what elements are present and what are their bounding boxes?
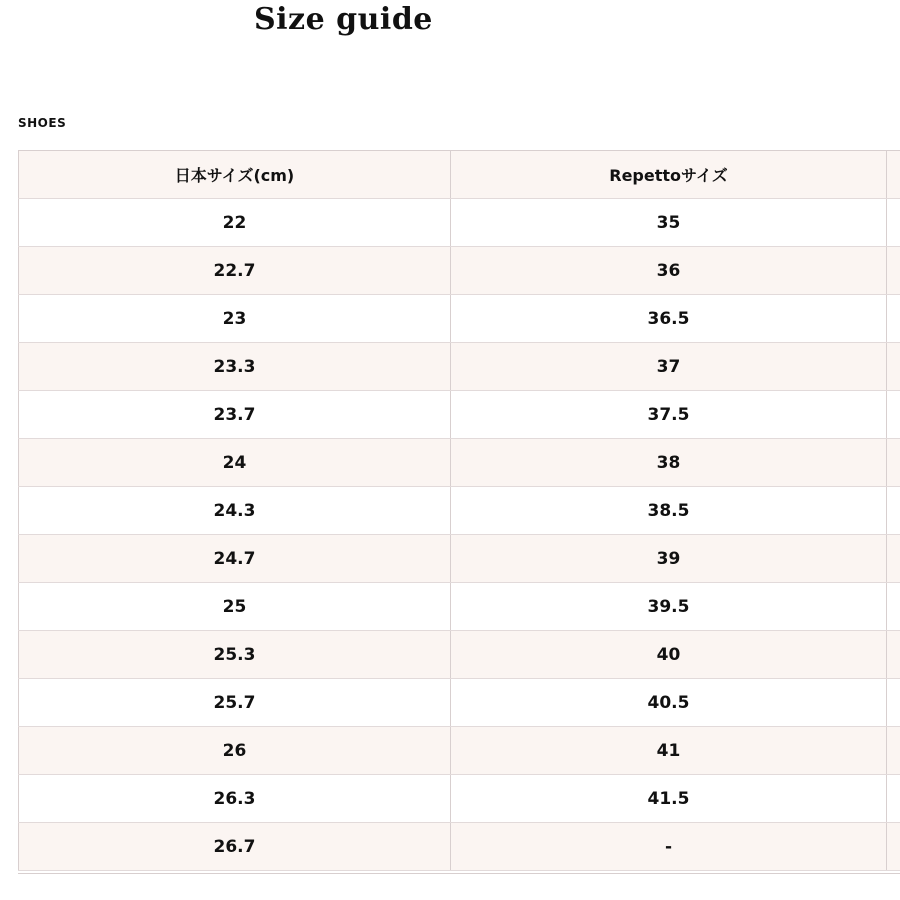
table-row xyxy=(19,487,900,535)
cell-repetto-size: 39.5 xyxy=(451,583,887,631)
table-row xyxy=(19,247,900,295)
cell-repetto-size: 41.5 xyxy=(451,775,887,823)
cell-japan-size: 24.3 xyxy=(19,487,451,535)
cell-extra xyxy=(887,775,900,823)
cell-extra xyxy=(887,679,900,727)
table-row xyxy=(19,583,900,631)
header-extra-column xyxy=(887,151,900,199)
cell-repetto-size: 37.5 xyxy=(451,391,887,439)
cell-repetto-size: 41 xyxy=(451,727,887,775)
cell-extra xyxy=(887,487,900,535)
cell-japan-size: 24.7 xyxy=(19,535,451,583)
cell-japan-size: 22.7 xyxy=(19,247,451,295)
table-row xyxy=(19,823,900,871)
cell-repetto-size: 38 xyxy=(451,439,887,487)
size-table xyxy=(18,151,900,871)
cell-extra xyxy=(887,727,900,775)
cell-extra xyxy=(887,583,900,631)
cell-repetto-size: 35 xyxy=(451,199,887,247)
page-title: Size guide xyxy=(254,2,433,37)
cell-japan-size: 23.3 xyxy=(19,343,451,391)
cell-extra xyxy=(887,199,900,247)
cell-repetto-size: 36 xyxy=(451,247,887,295)
table-row xyxy=(19,295,900,343)
table-header-row xyxy=(19,151,900,199)
table-row xyxy=(19,343,900,391)
table-row xyxy=(19,679,900,727)
cell-extra xyxy=(887,535,900,583)
table-row xyxy=(19,631,900,679)
cell-extra xyxy=(887,295,900,343)
cell-repetto-size: 36.5 xyxy=(451,295,887,343)
header-repetto-size: Repettoサイズ xyxy=(451,151,887,199)
cell-japan-size: 24 xyxy=(19,439,451,487)
table-row xyxy=(19,439,900,487)
table-row xyxy=(19,727,900,775)
table-row xyxy=(19,775,900,823)
cell-repetto-size: 38.5 xyxy=(451,487,887,535)
table-row xyxy=(19,199,900,247)
cell-repetto-size: - xyxy=(451,823,887,871)
cell-repetto-size: 37 xyxy=(451,343,887,391)
size-table-container xyxy=(18,150,900,874)
table-row xyxy=(19,391,900,439)
cell-extra xyxy=(887,391,900,439)
table-row xyxy=(19,535,900,583)
header-japan-size: 日本サイズ(cm) xyxy=(19,151,451,199)
cell-japan-size: 25 xyxy=(19,583,451,631)
cell-repetto-size: 40.5 xyxy=(451,679,887,727)
cell-japan-size: 25.7 xyxy=(19,679,451,727)
cell-repetto-size: 40 xyxy=(451,631,887,679)
cell-japan-size: 23 xyxy=(19,295,451,343)
cell-japan-size: 22 xyxy=(19,199,451,247)
cell-extra xyxy=(887,247,900,295)
cell-extra xyxy=(887,631,900,679)
cell-repetto-size: 39 xyxy=(451,535,887,583)
section-label-shoes: SHOES xyxy=(18,116,67,130)
cell-japan-size: 25.3 xyxy=(19,631,451,679)
cell-extra xyxy=(887,823,900,871)
cell-japan-size: 26.7 xyxy=(19,823,451,871)
cell-extra xyxy=(887,343,900,391)
cell-japan-size: 26.3 xyxy=(19,775,451,823)
cell-japan-size: 23.7 xyxy=(19,391,451,439)
cell-japan-size: 26 xyxy=(19,727,451,775)
cell-extra xyxy=(887,439,900,487)
